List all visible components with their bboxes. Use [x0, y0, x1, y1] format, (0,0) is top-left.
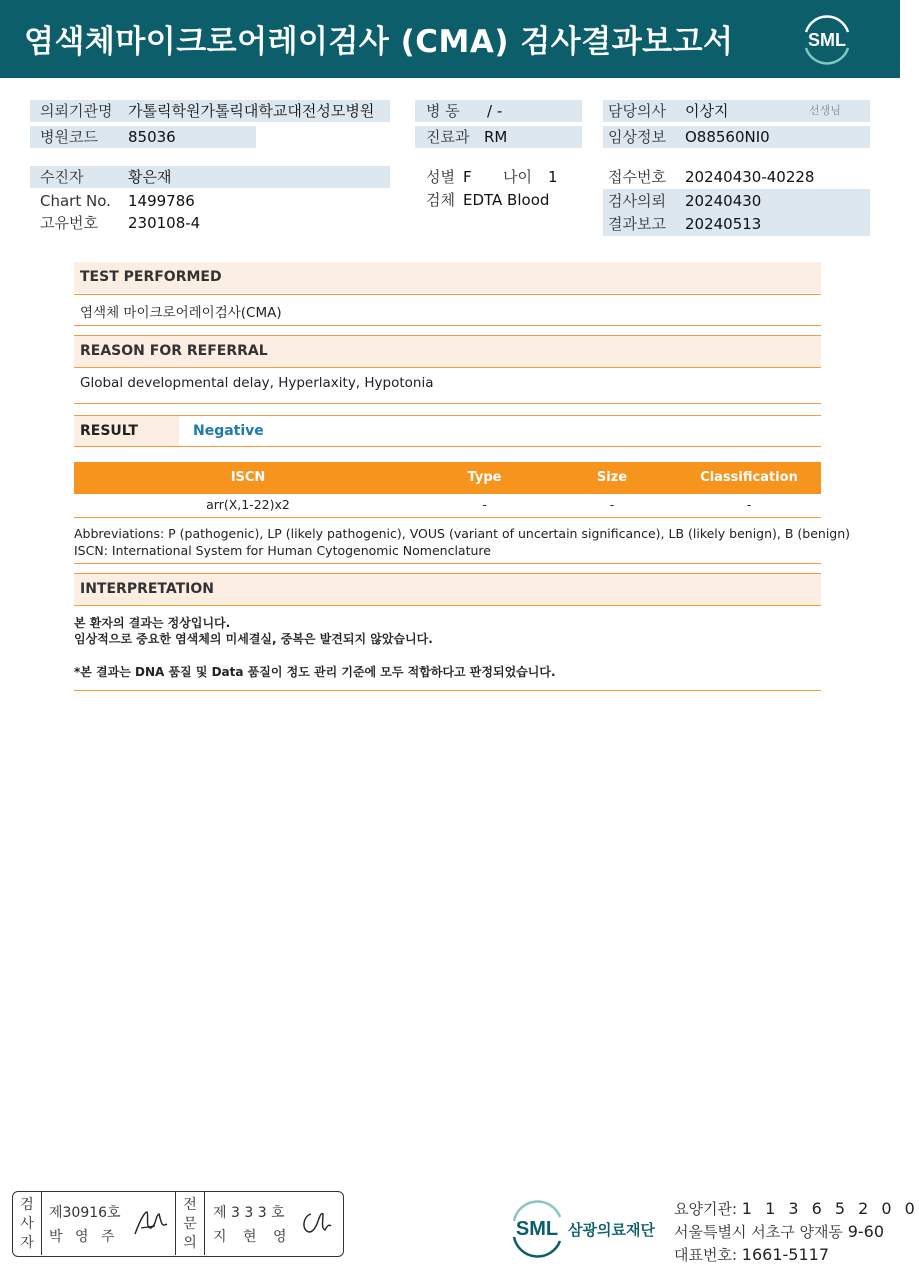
footer-address-value: 9-60 — [847, 1222, 885, 1241]
examiner-license: 제30916호 — [49, 1205, 121, 1221]
sex-label: 성별 — [426, 168, 455, 186]
result-value: Negative — [193, 423, 264, 439]
hospital-code-row — [30, 126, 256, 148]
sml-logo-text: SML — [808, 30, 846, 50]
footer-logo-text: SML — [515, 1218, 559, 1240]
divider — [74, 605, 821, 606]
divider — [175, 1192, 176, 1255]
divider — [204, 1192, 205, 1255]
receipt-value: 20240430-40228 — [685, 168, 815, 186]
unique-value: 230108-4 — [128, 214, 201, 232]
col-size: Size — [596, 470, 628, 485]
specialist-license: 제 3 3 3 호 — [213, 1205, 285, 1221]
specialist-char: 의 — [183, 1235, 197, 1251]
sex-age-row — [415, 166, 585, 188]
divider — [74, 294, 821, 295]
specialist-name: 지 현 영 — [213, 1229, 293, 1245]
patient-value: 황은재 — [128, 168, 172, 186]
examiner-char: 사 — [20, 1216, 34, 1232]
footer-phone-value: 1661-5117 — [741, 1245, 830, 1264]
doctor-value: 이상지 — [685, 102, 729, 120]
footer-phone-label: 대표번호: — [674, 1246, 738, 1264]
examiner-char: 검 — [20, 1197, 34, 1213]
doctor-label: 담당의사 — [608, 102, 666, 120]
unique-label: 고유번호 — [40, 214, 98, 232]
hospital-code-value: 85036 — [128, 128, 176, 146]
receipt-label: 접수번호 — [608, 168, 666, 186]
ward-value: / - — [487, 102, 503, 120]
divider — [74, 367, 821, 368]
receipt-row — [603, 166, 870, 188]
iscn-table-header — [74, 462, 821, 494]
age-value: 1 — [548, 168, 558, 186]
dates-block — [603, 189, 870, 236]
reason-text: Global developmental delay, Hyperlaxity, Hypotonia — [80, 375, 434, 391]
cell-iscn: arr(X,1-22)x2 — [206, 497, 290, 512]
interpretation-line: 임상적으로 중요한 염색체의 미세결실, 중복은 발견되지 않았습니다. — [74, 632, 433, 646]
chart-label: Chart No. — [40, 192, 111, 210]
signature-box — [12, 1191, 344, 1257]
examiner-name: 박 영 주 — [49, 1229, 119, 1245]
footer-code-value: 1 1 3 6 5 2 0 0 — [741, 1199, 919, 1218]
cell-classification: - — [746, 497, 752, 512]
interpretation-line: 본 환자의 결과는 정상입니다. — [74, 616, 231, 630]
result-label: RESULT — [74, 416, 179, 446]
test-performed-text: 염색체 마이크로어레이검사(CMA) — [80, 305, 282, 321]
chart-row — [30, 190, 390, 212]
examiner-char: 자 — [20, 1235, 34, 1251]
request-value: 20240430 — [685, 192, 762, 210]
patient-label: 수진자 — [40, 168, 84, 186]
patient-row — [30, 166, 390, 188]
divider — [74, 563, 821, 564]
chart-value: 1499786 — [128, 192, 195, 210]
footer-sml-logo — [510, 1201, 660, 1253]
divider — [74, 517, 821, 518]
dept-label: 진료과 — [426, 128, 470, 146]
col-type: Type — [467, 470, 502, 485]
table-row — [74, 494, 821, 516]
hospital-code-label: 병원코드 — [40, 128, 98, 146]
footer-address-label: 서울특별시 서초구 양재동 — [674, 1223, 843, 1241]
footer-phone — [674, 1244, 829, 1265]
examiner-heading — [14, 1196, 40, 1253]
footer-code — [674, 1198, 919, 1219]
cell-type: - — [482, 497, 487, 512]
clinical-value: O88560NI0 — [685, 128, 770, 146]
divider — [74, 415, 821, 416]
quality-note: *본 결과는 DNA 품질 및 Data 품질이 정도 관리 기준에 모두 적합하다고 판정되었습니다. — [74, 665, 556, 679]
report-value: 20240513 — [685, 215, 762, 233]
iscn-definition-line: ISCN: International System for Human Cytogenomic Nomenclature — [74, 543, 491, 558]
dept-row — [415, 126, 582, 148]
examiner-signature — [131, 1206, 169, 1240]
divider — [74, 690, 821, 691]
sex-value: F — [463, 168, 472, 186]
clinical-row — [603, 126, 870, 148]
dept-value: RM — [484, 128, 508, 146]
footer-brand-name: 삼광의료재단 — [568, 1221, 655, 1239]
specialist-heading — [177, 1196, 203, 1253]
test-performed-heading: TEST PERFORMED — [74, 262, 821, 293]
header-band — [0, 0, 900, 78]
ward-label: 병 동 — [426, 102, 460, 120]
divider — [74, 446, 821, 447]
report-label: 결과보고 — [608, 215, 666, 233]
divider — [41, 1192, 42, 1255]
col-iscn: ISCN — [230, 470, 266, 485]
report-title: 염색체마이크로어레이검사 (CMA) 검사결과보고서 — [24, 24, 734, 60]
request-label: 검사의뢰 — [608, 192, 666, 210]
age-label: 나이 — [503, 168, 532, 186]
specimen-label: 검체 — [426, 191, 455, 209]
clinical-label: 임상정보 — [608, 128, 666, 146]
doctor-row — [603, 100, 870, 122]
cell-size: - — [609, 497, 615, 512]
specialist-signature — [297, 1206, 337, 1240]
footer-code-label: 요양기관: — [674, 1200, 738, 1218]
specialist-char: 전 — [183, 1197, 197, 1213]
footer-address — [674, 1221, 884, 1242]
divider — [74, 325, 821, 326]
specimen-row — [415, 189, 585, 211]
interpretation-heading: INTERPRETATION — [74, 574, 821, 605]
divider — [74, 403, 821, 404]
abbreviations-line: Abbreviations: P (pathogenic), LP (likely pathogenic), VOUS (variant of uncertain significance), LB (likely benign), B (benign) — [74, 526, 851, 541]
col-classification: Classification — [700, 470, 798, 485]
sml-logo — [798, 12, 856, 66]
reason-heading: REASON FOR REFERRAL — [74, 336, 821, 367]
specimen-value: EDTA Blood — [463, 191, 550, 209]
specialist-char: 문 — [183, 1216, 197, 1232]
unique-row — [30, 212, 390, 234]
doctor-suffix: 선생님 — [809, 104, 841, 117]
institution-value: 가톨릭학원가톨릭대학교대전성모병원 — [128, 102, 375, 120]
institution-label: 의뢰기관명 — [40, 102, 113, 120]
institution-row — [30, 100, 390, 122]
ward-row — [415, 100, 582, 122]
